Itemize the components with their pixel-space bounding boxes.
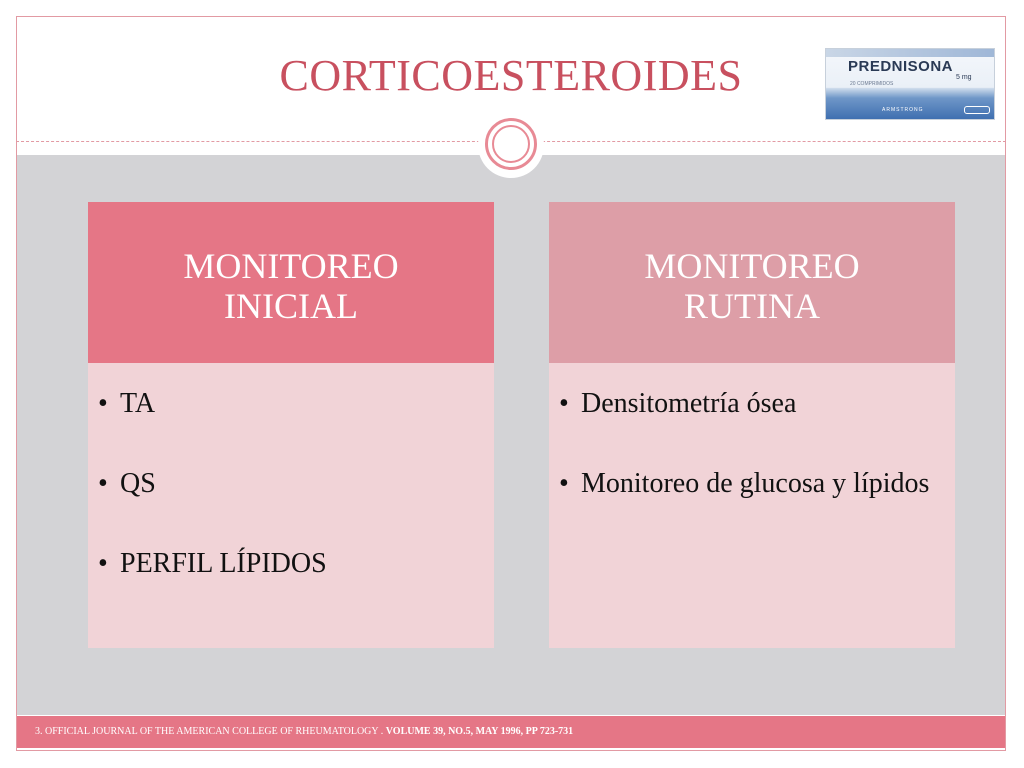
- bullet-list: [88, 387, 494, 581]
- bullet-icon: •: [98, 388, 108, 419]
- column-body: [549, 363, 955, 648]
- column-body: [88, 363, 494, 648]
- column-header: [549, 202, 955, 363]
- circle-ornament-inner-icon: [492, 125, 530, 163]
- list-item-text: QS: [120, 468, 156, 499]
- list-item-text: PERFIL LÍPIDOS: [120, 548, 327, 579]
- list-item: [88, 547, 494, 581]
- list-item: [549, 467, 955, 501]
- product-brand: ARMSTRONG: [882, 107, 924, 113]
- list-item: [88, 387, 494, 421]
- citation-text: 3. OFFICIAL JOURNAL OF THE AMERICAN COLLEGE OF RHEUMATOLOGY .: [35, 726, 386, 737]
- slide-title: CORTICOESTEROIDES: [279, 51, 743, 100]
- column-monitoreo-inicial: [88, 202, 494, 648]
- citation-volume: VOLUME 39, NO.5, MAY 1996, PP 723-731: [385, 726, 574, 737]
- product-name: PREDNISONA: [848, 58, 954, 75]
- list-item: [88, 467, 494, 501]
- list-item-text: Densitometría ósea: [581, 388, 797, 419]
- product-count: 20 COMPRIMIDOS: [850, 81, 894, 87]
- bullet-icon: •: [559, 468, 569, 499]
- product-logo: [964, 106, 990, 114]
- column-monitoreo-rutina: [549, 202, 955, 648]
- column-header-line2: RUTINA: [684, 286, 820, 326]
- column-header-line2: INICIAL: [224, 286, 358, 326]
- list-item-text: Monitoreo de glucosa y lípidos: [581, 468, 930, 499]
- product-dose: 5 mg: [956, 74, 972, 81]
- list-item: [549, 387, 955, 421]
- bullet-icon: •: [559, 388, 569, 419]
- column-header-line1: MONITOREO: [183, 246, 399, 286]
- column-header-line1: MONITOREO: [644, 246, 860, 286]
- prednisona-box-image: [825, 48, 995, 120]
- bullet-icon: •: [98, 548, 108, 579]
- bullet-icon: •: [98, 468, 108, 499]
- box-stripe: [826, 49, 994, 57]
- footer-citation: [17, 716, 1005, 748]
- column-header: [88, 202, 494, 363]
- bullet-list: [549, 387, 955, 501]
- list-item-text: TA: [120, 388, 156, 419]
